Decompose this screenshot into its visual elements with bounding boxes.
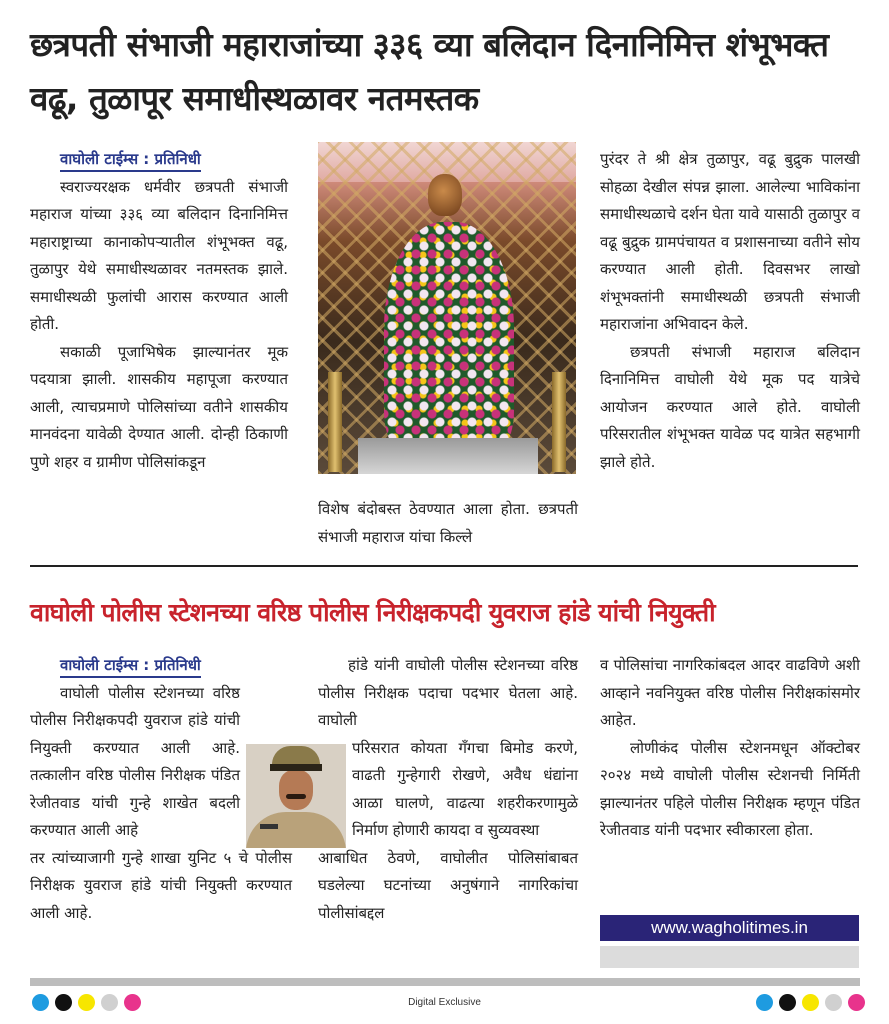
statue-head [428, 174, 462, 216]
flower-garland [384, 222, 514, 458]
article1-col3-paragraph-2: छत्रपती संभाजी महाराज बलिदान दिनानिमित्त वाघोली येथे मूक पद यात्रेचे आयोजन करण्यात आले होते. वाघोली परिसरातील शंभूभक्त यावेळ पद यात्रेत सहभागी झाले होते. [600, 342, 860, 471]
cmyk-dots-right [756, 994, 865, 1011]
article2-column-3 [600, 652, 860, 845]
cyan-dot [756, 994, 773, 1011]
article1-col3-paragraph-1: पुरंदर ते श्री क्षेत्र तुळापुर, वढू बुद्रुक पालखी सोहळा देखील संपन्न झाला. आलेल्या भाविकांना समाधीस्थळाचे दर्शन घेता यावे यासाठी तुळापुर व वढू बुद्रुक ग्रामपंचायत व प्रशासनाच्या वतीने सोय करण्यात आली होती. दिवसभर लाखो शंभूभक्तांनी समाधीस्थळी छत्रपती संभाजी महाराजांना अभिवादन केले. [600, 150, 860, 333]
brass-lamp-right [552, 372, 566, 472]
statue-base [358, 438, 538, 474]
mustache [286, 794, 306, 799]
grey-dot [825, 994, 842, 1011]
brass-lamp-left [328, 372, 342, 472]
article1-col1-paragraph-1: स्वराज्यरक्षक धर्मवीर छत्रपती संभाजी महाराज यांच्या ३३६ व्या बलिदान दिनानिमित्त महाराष्ट्राच्या कानाकोपऱ्यातील शंभूभक्त वढू, तुळापुर येथे समाधीस्थळावर नतमस्तक झाले. समाधीस्थळी फुलांची आरास करण्यात आली होती. [30, 177, 288, 333]
article2-col2-text-a: हांडे यांनी वाघोली पोलीस स्टेशनच्या वरिष्ठ पोलीस निरीक्षक पदाचा पदभार घेतला आहे. वाघोली [318, 656, 578, 729]
grey-bar [600, 946, 859, 968]
article2-byline: वाघोली टाईम्स : प्रतिनिधी [60, 654, 201, 678]
section-divider [30, 565, 858, 567]
black-dot [779, 994, 796, 1011]
article1-column-2 [318, 496, 578, 551]
article2-headline: वाघोली पोलीस स्टेशनच्या वरिष्ठ पोलीस निरीक्षकपदी युवराज हांडे यांची नियुक्ती [30, 598, 715, 627]
magenta-dot [848, 994, 865, 1011]
article1-byline: वाघोली टाईम्स : प्रतिनिधी [60, 148, 201, 172]
article1-col1-paragraph-2: सकाळी पूजाभिषेक झाल्यानंतर मूक पदयात्रा झाली. शासकीय महापूजा करण्यात आली, त्याचप्रमाणे पोलिसांच्या वतीने शासकीय मानवंदना यावेळी देण्यात आली. दोन्ही ठिकाणी पुणे शहर व ग्रामीण पोलिसांकडून [30, 342, 288, 471]
article2-col3-paragraph-2: लोणीकंद पोलीस स्टेशनमधून ऑक्टोबर २०२४ मध्ये वाघोली पोलीस स्टेशनची निर्मिती झाल्यानंतर पहिले पोलीस निरीक्षक म्हणून पंडित रेजीतवाड यांनी पदभार स्वीकारला होता. [600, 738, 860, 839]
article1-column-1 [30, 146, 288, 476]
name-tag [260, 824, 278, 829]
article2-col1-text-b: तर त्यांच्याजागी गुन्हे शाखा युनिट ५ चे पोलीस निरीक्षक युवराज हांडे यांची नियुक्ती करण्यात आली आहे. [30, 848, 292, 922]
yellow-dot [802, 994, 819, 1011]
article2-col1-text-a: वाघोली पोलीस स्टेशनच्या वरिष्ठ पोलीस निरीक्षकपदी युवराज हांडे यांची नियुक्ती करण्यात आली आहे. तत्कालीन वरिष्ठ पोलीस निरीक्षक पंडित रेजीतवाड यांची गुन्हे शाखेत बदली करण्यात आली आहे [30, 683, 240, 839]
footer-label: Digital Exclusive [408, 997, 481, 1008]
article1-headline: छत्रपती संभाजी महाराजांच्या ३३६ व्या बलिदान दिनानिमित्त शंभूभक्त वढू, तुळापूर समाधीस्थळावर नतमस्तक [30, 25, 829, 118]
article2-col2-text-b: परिसरात कोयता गँगचा बिमोड करणे, वाढती गुन्हेगारी रोखणे, अवैध धंद्यांना आळा घालणे, वाढत्या शहरीकरणामुळे निर्माण होणारी कायदा व सुव्यवस्था [352, 738, 578, 839]
samadhi-photo [318, 142, 576, 474]
article1-column-3 [600, 146, 860, 476]
face [279, 770, 313, 810]
website-link[interactable]: www.wagholitimes.in [600, 915, 859, 941]
article1-col2-text: विशेष बंदोबस्त ठेवण्यात आला होता. छत्रपती संभाजी महाराज यांचा किल्ले [318, 500, 578, 546]
cap-band [270, 764, 322, 771]
article2-col3-paragraph-1: व पोलिसांचा नागरिकांबदल आदर वाढविणे अशी आव्हाने नवनियुक्त वरिष्ठ पोलीस निरीक्षकांसमोर आहेत. [600, 656, 860, 729]
article2-column-2 [318, 652, 578, 927]
bottom-bar [30, 978, 860, 986]
article2-col2-text-c: आबाधित ठेवणे, वाघोलीत पोलिसांबाबत घडलेल्या घटनांच्या अनुषंगाने नागरिकांचा पोलीसांबद्दल [318, 848, 578, 922]
